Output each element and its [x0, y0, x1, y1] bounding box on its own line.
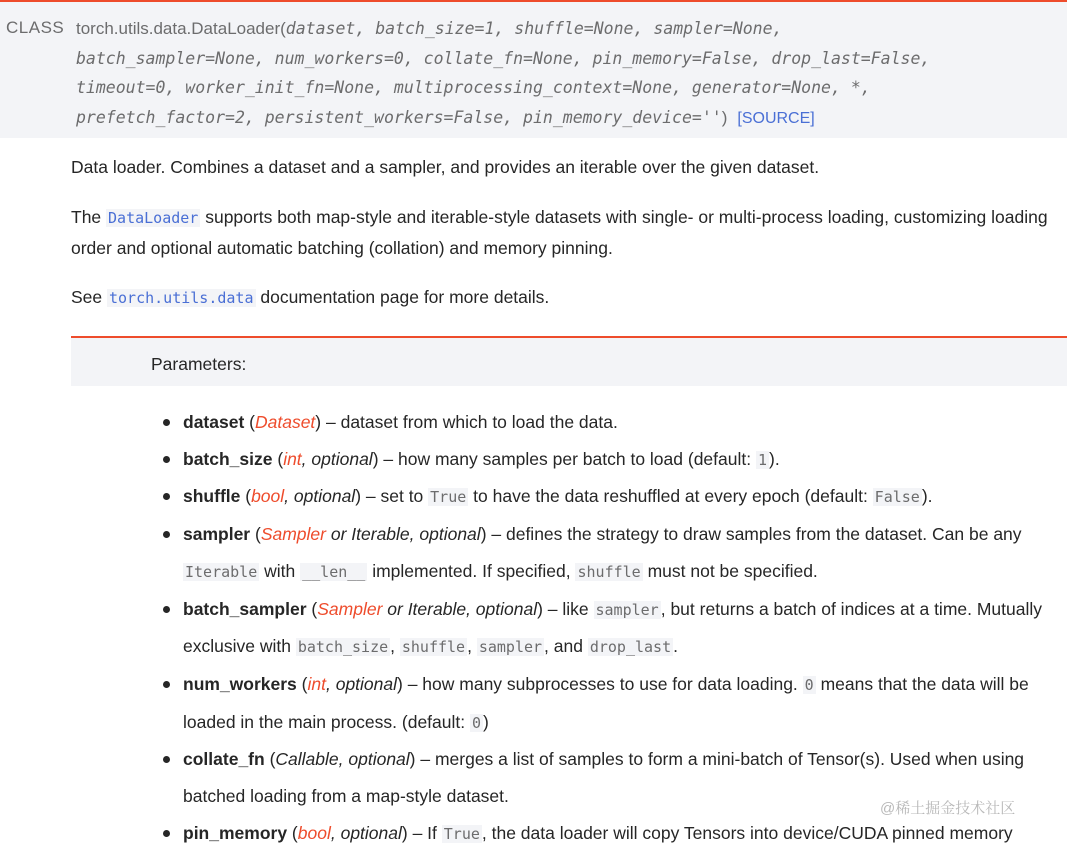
param-type-link[interactable]: Sampler [317, 598, 383, 619]
param-shuffle: shuffle (bool, optional) – set to True to have the data reshuffled at every epoch (default: False ). [160, 478, 1065, 516]
description-paragraph-1: Data loader. Combines a dataset and a sampler, and provides an iterable over the given dataset. [71, 157, 820, 177]
watermark: @稀土掘金技术社区 [880, 800, 1016, 817]
parameters-title: Parameters: [151, 354, 247, 374]
param-dataset: dataset (Dataset) – dataset from which to load the data. [160, 404, 1065, 441]
open-paren: ( [280, 19, 286, 38]
class-signature [0, 0, 1067, 138]
param-name: shuffle [183, 486, 241, 507]
inline-code: True [430, 488, 467, 507]
param-type-link[interactable]: Dataset [254, 412, 316, 432]
parameters-header [71, 336, 1067, 386]
inline-code: shuffle [401, 638, 466, 657]
inline-code: False [874, 488, 920, 507]
param-name: dataset [183, 412, 245, 432]
bullet-icon [163, 531, 170, 538]
param-optional: or Iterable, optional [326, 524, 481, 545]
param-desc-tail: must not be specified. [642, 560, 818, 581]
p2-pre: The [71, 207, 107, 227]
param-desc: – defines the strategy to draw samples from the dataset. Can be any [486, 524, 1022, 545]
inline-code: sampler [595, 600, 659, 619]
param-desc-mid: to have the data reshuffled at every epoch (default: [468, 486, 873, 507]
description-paragraph-3 [71, 282, 1051, 313]
inline-code: True [443, 824, 480, 843]
param-desc: – like [542, 598, 594, 619]
signature-params-1: dataset, batch_size=1, shuffle=None, sampler=None, [285, 19, 783, 38]
param-name: batch_sampler [183, 598, 307, 619]
param-optional: , optional [330, 822, 402, 843]
param-collate-fn: collate_fn (Callable, optional) – merges a list of samples to form a mini-batch of Tensor(s). Used when using batched loading from a map-style dataset. [160, 741, 1065, 814]
param-desc-mid: with [259, 560, 301, 581]
param-desc: – merges a list of samples to form a mini-batch of Tensor(s). Used when using batched loading from a map-style dataset. [183, 749, 1025, 807]
inline-code: drop_last [589, 638, 672, 657]
param-type-link[interactable]: bool [251, 486, 285, 507]
param-desc-tail: . [673, 636, 678, 657]
bullet-icon [163, 493, 170, 500]
bullet-icon [163, 756, 170, 763]
param-desc-tail: , the data loader will copy Tensors into device/CUDA pinned memory [481, 822, 1013, 843]
param-type-link[interactable]: Sampler [260, 524, 326, 545]
param-batch-sampler: batch_sampler (Sampler or Iterable, optional) – like sampler , but returns a batch of indices at a time. Mutually exclusive with batch_size , shuffle , sampler , and drop_last . [160, 591, 1065, 666]
param-optional: , optional [284, 486, 356, 507]
param-name: collate_fn [183, 749, 265, 770]
close-paren: ) [721, 107, 728, 127]
inline-code: sampler [478, 638, 543, 657]
param-batch-size: batch_size (int, optional) – how many samples per batch to load (default: 1 ). [160, 441, 1065, 479]
param-desc: – dataset from which to load the data. [321, 412, 618, 432]
inline-code: batch_size [297, 638, 389, 657]
inline-code: Iterable [185, 562, 258, 581]
param-name: pin_memory [183, 822, 288, 843]
signature-params-4: prefetch_factor=2, persistent_workers=False, pin_memory_device='' [76, 107, 722, 127]
param-pin-memory: pin_memory (bool, optional) – If True , the data loader will copy Tensors into device/CUDA pinned memory [160, 815, 1065, 852]
bullet-icon [163, 419, 170, 426]
bullet-icon [163, 606, 170, 613]
bullet-icon [163, 456, 170, 463]
dataloader-link[interactable]: DataLoader [108, 209, 199, 227]
signature-line-3 [76, 73, 1056, 103]
signature-params-3: timeout=0, worker_init_fn=None, multiprocessing_context=None, generator=None, *, [76, 78, 871, 97]
class-name: torch.utils.data.DataLoader [76, 19, 281, 38]
param-name: batch_size [183, 448, 273, 469]
param-desc: – If [407, 822, 442, 843]
param-desc-mid: implemented. If specified, [367, 560, 576, 581]
param-desc-tail: ). [921, 486, 933, 507]
inline-code: 0 [471, 713, 482, 732]
bullet-icon [163, 681, 170, 688]
parameter-list [160, 404, 1065, 852]
param-desc: – set to [361, 486, 429, 507]
param-desc: – how many samples per batch to load (default: [378, 448, 756, 469]
param-name: sampler [183, 524, 251, 545]
param-optional: , optional [338, 749, 410, 770]
bullet-icon [163, 830, 170, 837]
inline-code: 0 [804, 675, 814, 694]
separator: , [467, 636, 477, 657]
torch-utils-data-link[interactable]: torch.utils.data [109, 289, 254, 307]
param-type-link[interactable]: bool [297, 822, 331, 843]
param-desc-mid: , but returns a batch of indices at a time. Mutually exclusive with [183, 598, 1043, 657]
inline-code: shuffle [577, 562, 641, 581]
param-optional: , optional [301, 448, 373, 469]
param-type: Callable [275, 749, 339, 770]
param-desc-tail: ) [483, 711, 489, 732]
signature-line-1 [76, 14, 1056, 44]
param-desc-tail: ). [769, 448, 780, 469]
signature-line-2 [76, 44, 1056, 74]
param-optional: , optional [325, 673, 398, 694]
separator: , and [544, 636, 588, 657]
p3-pre: See [71, 287, 107, 307]
param-type-link[interactable]: int [283, 448, 302, 469]
p3-post: documentation page for more details. [255, 287, 550, 307]
param-desc: – how many subprocesses to use for data loading. [402, 673, 803, 694]
param-type-link[interactable]: int [307, 673, 326, 694]
class-label: CLASS [6, 18, 65, 37]
inline-code: 1 [757, 450, 767, 469]
inline-code: __len__ [302, 562, 366, 581]
separator: , [390, 636, 400, 657]
signature-line-4 [76, 103, 1056, 133]
param-desc-mid: means that the data will be loaded in the main process. (default: [183, 673, 1029, 732]
p2-post: supports both map-style and iterable-style datasets with single- or multi-process loading, customizing loading order and optional automatic batching (collation) and memory pinning. [71, 207, 1048, 258]
param-sampler: sampler (Sampler or Iterable, optional) – defines the strategy to draw samples from the dataset. Can be any Iterable with __len__ implemented. If specified, shuffle must not be specified. [160, 516, 1065, 590]
param-num-workers: num_workers (int, optional) – how many subprocesses to use for data loading. 0 means that the data will be loaded in the main process. (default: 0 ) [160, 666, 1065, 741]
param-optional: or Iterable, optional [382, 598, 538, 619]
description-paragraph-2 [71, 202, 1051, 263]
signature-lines [76, 14, 1056, 132]
param-name: num_workers [183, 673, 297, 694]
signature-params-2: batch_sampler=None, num_workers=0, collate_fn=None, pin_memory=False, drop_last=False, [76, 48, 931, 68]
source-link[interactable]: [SOURCE] [737, 109, 815, 127]
